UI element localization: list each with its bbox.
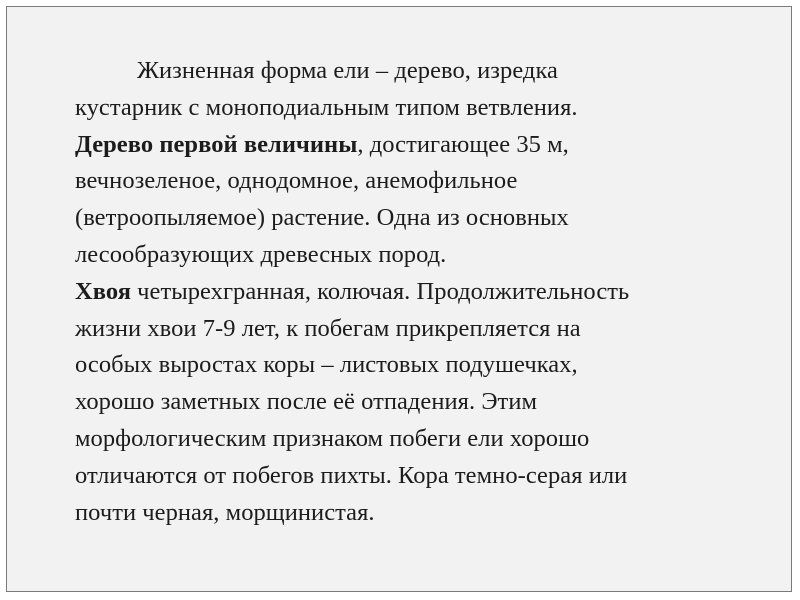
text-run: почти черная, морщинистая. xyxy=(75,498,375,526)
text-line xyxy=(75,90,779,127)
slide-frame xyxy=(6,6,792,592)
text-run: , достигающее 35 м, xyxy=(357,130,569,158)
text-line xyxy=(75,384,779,421)
text-run: кустарник с моноподиальным типом ветвления. xyxy=(75,93,578,121)
text-line xyxy=(75,274,779,311)
text-run: четырехгранная, колючая. Продолжительность xyxy=(131,277,630,305)
text-run: отличаются от побегов пихты. Кора темно-серая или xyxy=(75,461,628,489)
text-run: вечнозеленое, однодомное, анемофильное xyxy=(75,167,518,195)
text-line xyxy=(75,237,779,274)
text-run: лесообразующих древесных пород. xyxy=(75,240,447,268)
bold-term: Хвоя xyxy=(75,277,131,305)
text-run: особых выростах коры – листовых подушечках, xyxy=(75,351,578,379)
text-line xyxy=(75,127,779,164)
text-run: (ветроопыляемое) растение. Одна из основных xyxy=(75,204,569,232)
text-line xyxy=(75,347,779,384)
text-line xyxy=(75,495,779,532)
slide-text-body xyxy=(75,53,779,531)
text-run: жизни хвои 7-9 лет, к побегам прикрепляется на xyxy=(75,314,581,342)
text-line xyxy=(75,421,779,458)
text-line xyxy=(75,458,779,495)
text-line xyxy=(75,311,779,348)
text-line xyxy=(75,163,779,200)
text-run: морфологическим признаком побеги ели хорошо xyxy=(75,424,590,452)
text-run: хорошо заметных после её отпадения. Этим xyxy=(75,388,538,416)
text-run: Жизненная форма ели – дерево, изредка xyxy=(137,57,558,84)
bold-term: Дерево первой величины xyxy=(75,130,358,158)
text-line xyxy=(75,200,779,237)
text-line xyxy=(75,53,779,90)
